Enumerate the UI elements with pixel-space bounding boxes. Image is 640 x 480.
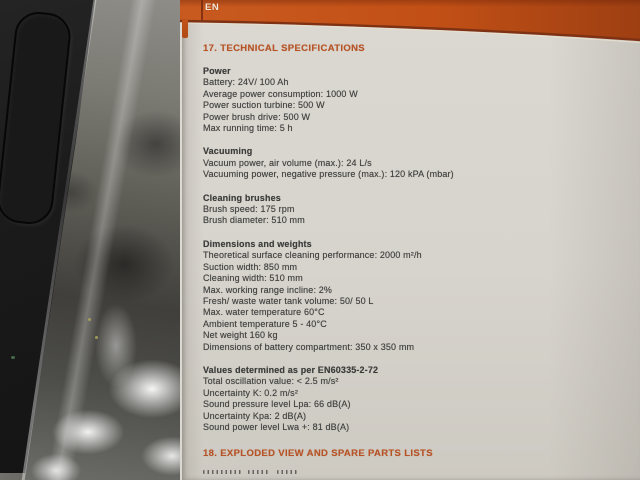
language-tab-label: EN bbox=[205, 2, 220, 13]
spec-line: Sound pressure level Lpa: 66 dB(A) bbox=[203, 399, 351, 410]
spec-line: Suction width: 850 mm bbox=[203, 261, 298, 272]
spec-line: Max running time: 5 h bbox=[203, 123, 293, 134]
spec-line: Fresh/ waste water tank volume: 50/ 50 L bbox=[203, 295, 374, 306]
spec-line: Vacuuming power, negative pressure (max.): 120 kPA (mbar) bbox=[203, 169, 454, 180]
spec-line: Power suction turbine: 500 W bbox=[203, 100, 325, 111]
yellow-speck bbox=[88, 318, 91, 321]
spec-line: Brush speed: 175 rpm bbox=[203, 204, 295, 215]
page-edge-highlight bbox=[180, 0, 182, 480]
spec-line: Vacuum power, air volume (max.): 24 L/s bbox=[203, 157, 372, 168]
section-18-heading: 18. EXPLODED VIEW AND SPARE PARTS LISTS bbox=[203, 448, 433, 460]
cut-off-word bbox=[248, 470, 270, 474]
spec-group-en60335-values bbox=[203, 365, 563, 433]
cut-off-text-line bbox=[203, 470, 563, 475]
spec-line: Dimensions of battery compartment: 350 x 350 mm bbox=[203, 341, 415, 352]
spec-line: Uncertainty Kpa: 2 dB(A) bbox=[203, 410, 307, 421]
spec-line: Average power consumption: 1000 W bbox=[203, 88, 358, 99]
spec-group-cleaning-brushes bbox=[203, 193, 563, 227]
spec-line: Net weight 160 kg bbox=[203, 330, 278, 341]
spec-group-dimensions-weights bbox=[203, 239, 563, 353]
black-case-edge bbox=[0, 10, 73, 227]
group-heading: Cleaning brushes bbox=[203, 192, 281, 203]
yellow-speck bbox=[95, 336, 98, 339]
group-heading: Dimensions and weights bbox=[203, 238, 312, 249]
spec-line: Sound power level Lwa +: 81 dB(A) bbox=[203, 421, 350, 432]
spec-group-vacuuming bbox=[203, 146, 563, 180]
group-heading: Values determined as per EN60335-2-72 bbox=[203, 364, 379, 375]
group-heading: Power bbox=[203, 66, 231, 76]
cut-off-word bbox=[277, 470, 297, 474]
cut-off-word bbox=[203, 470, 241, 474]
spec-line: Ambient temperature 5 - 40°C bbox=[203, 318, 327, 329]
header-tab-divider bbox=[201, 0, 203, 20]
spec-line: Max. water temperature 60°C bbox=[203, 307, 325, 318]
group-heading: Vacuuming bbox=[203, 146, 253, 157]
spec-line: Uncertainty K: 0.2 m/s² bbox=[203, 387, 298, 398]
spec-line: Max. working range incline: 2% bbox=[203, 284, 333, 295]
spec-group-power bbox=[203, 66, 563, 134]
spec-line: Brush diameter: 510 mm bbox=[203, 215, 305, 226]
page-edge-orange-tab bbox=[182, 20, 188, 38]
spec-line: Battery: 24V/ 100 Ah bbox=[203, 77, 289, 88]
spec-line: Power brush drive: 500 W bbox=[203, 111, 311, 122]
spec-line: Theoretical surface cleaning performance: 2000 m²/h bbox=[203, 250, 422, 261]
section-17-heading: 17. TECHNICAL SPECIFICATIONS bbox=[203, 43, 365, 54]
spec-line: Total oscillation value: < 2.5 m/s² bbox=[203, 376, 339, 387]
orange-header-bar bbox=[180, 0, 640, 46]
manual-page bbox=[180, 0, 640, 480]
specifications-text-column bbox=[203, 66, 563, 475]
spec-line: Cleaning width: 510 mm bbox=[203, 273, 303, 284]
green-speck bbox=[11, 356, 15, 359]
